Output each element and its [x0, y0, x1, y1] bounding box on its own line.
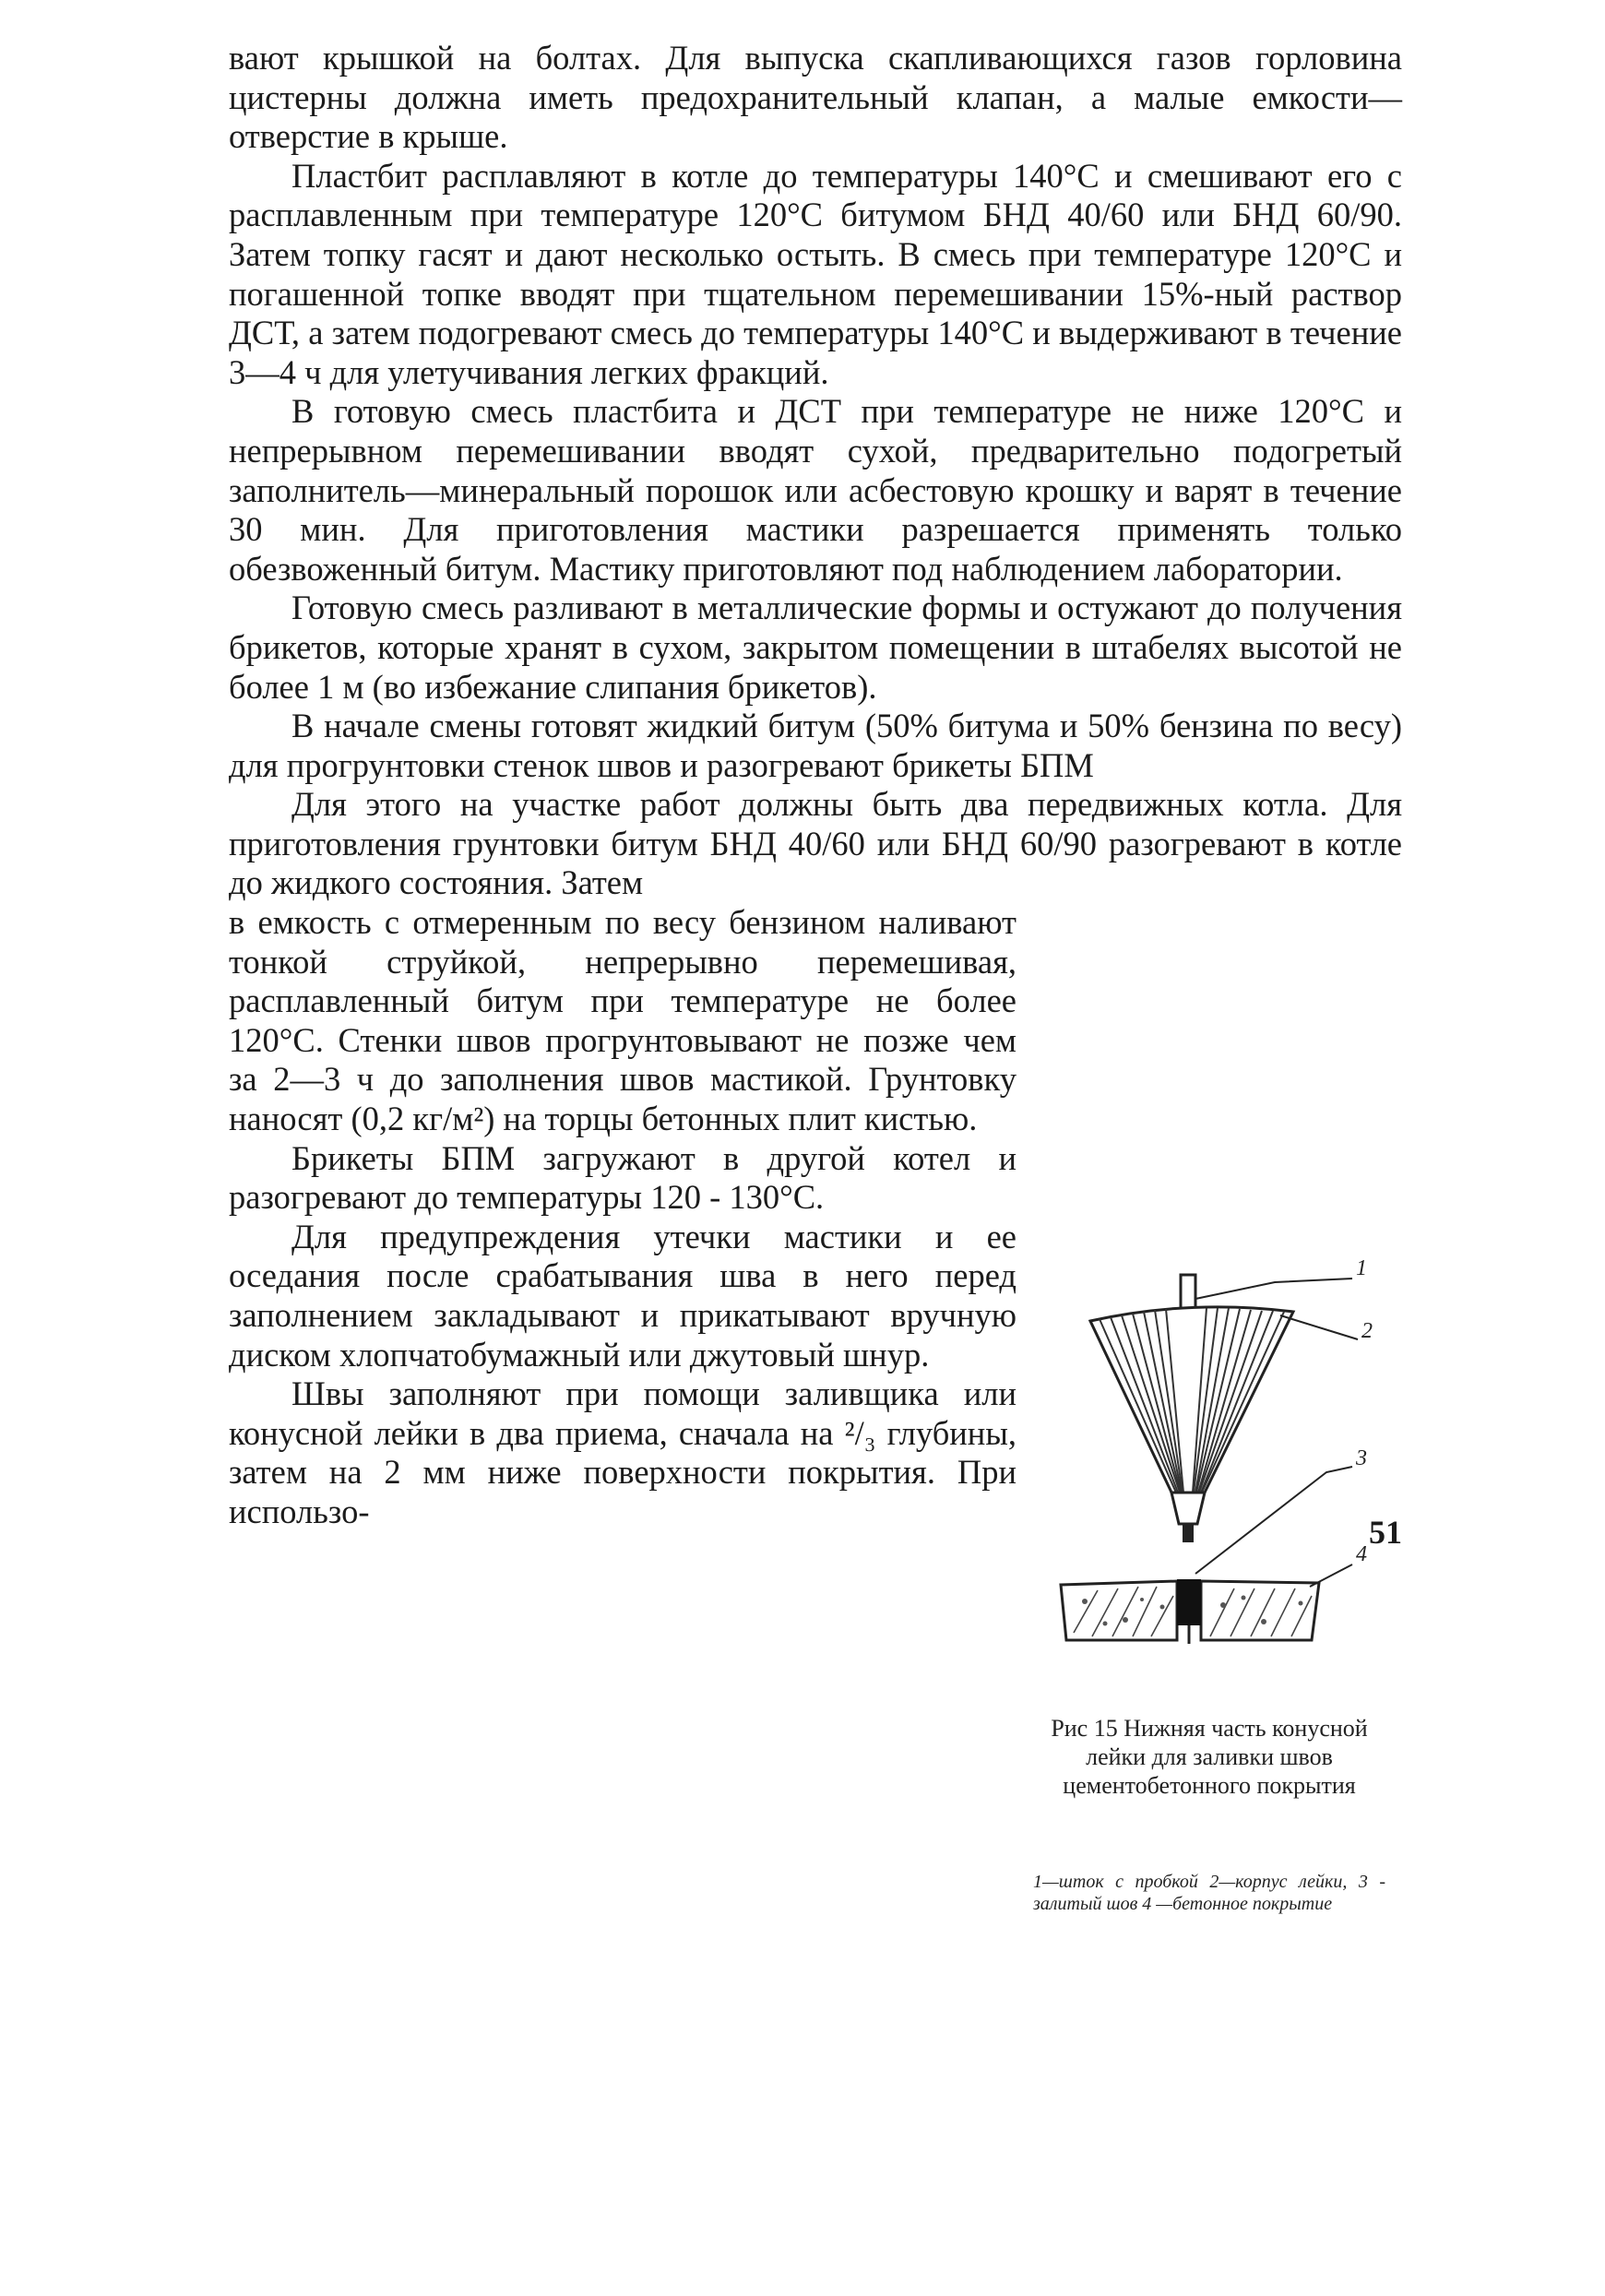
paragraph-continuation: вают крышкой на болтах. Для выпуска скапливающихся газов горловина цистерны должна иметь предохранительный клапан, а малые емкости— отверстие в крыше. [229, 39, 1402, 156]
paragraph-cord: Для предупреждения утечки мастики и ее оседания после срабатывания шва в него перед заполнением закладывают и прикатывают вручную диском хлопчатобумажный или джутовый шнур. [229, 1217, 1016, 1374]
figure-legend: 1—шток с пробкой 2—корпус лейки, 3 - залитый шов 4 —бетонное покрытие [1033, 1872, 1385, 1914]
paragraph-briquettes: Готовую смесь разливают в металлические формы и остужают до получения брикетов, которые хранят в сухом, закрытом помещении в штабелях высотой не более 1 м (во избежание слипания брикетов). [229, 589, 1402, 706]
paragraph-plastbit: Пластбит расплавляют в котле до температуры 140°С и смешивают его с расплавленным при температуре 120°С битумом БНД 40/60 или БНД 60/90. Затем топку гасят и дают несколько остыть. В смесь при температуре 120°С и погашенной топке вводят при тщательном перемешивании 15%-ный раствор ДСТ, а затем подогревают смесь до температуры 140°С и выдерживают в течение 3—4 ч для улетучивания легких фракций. [229, 156, 1402, 391]
nozzle-plug [1183, 1524, 1194, 1542]
paragraph-filler: В готовую смесь пластбита и ДСТ при температуре не ниже 120°С и непрерывном перемешивании вводят сухой, предварительно подогретый заполнитель—минеральный порошок или асбестовую крошку и варят в течение 30 мин. Для приготовления мастики разрешается применять только обезвоженный битум. Мастику приготовляют под наблюдением лаборатории. [229, 392, 1402, 588]
paragraph-boilers: Для этого на участке работ должны быть два передвижных котла. Для приготовления грунтовки битум БНД 40/60 или БНД 60/90 разогревают в котле до жидкого состояния. Затем [229, 785, 1402, 902]
full-width-text [229, 39, 1402, 903]
figure-cone-funnel [1033, 1190, 1402, 1743]
figure-caption: Рис 15 Нижняя часть конусной лейки для заливки швов цементобетонного покрытия [1051, 1715, 1368, 1799]
filled-joint [1177, 1579, 1201, 1625]
paragraph-primer: в емкость с отмеренным по весу бензином наливают тонкой струйкой, непрерывно перемешивая, расплавленный битум при температуре не более 120°С. Стенки швов прогрунтовывают не позже чем за 2—3 ч до заполнения швов мастикой. Грунтовку наносят (0,2 кг/м²) на торцы бетонных плит кистью. [229, 903, 1016, 1137]
paragraph-heating: Брикеты БПМ загружают в другой котел и разогревают до температуры 120 - 130°С. [229, 1138, 1016, 1217]
narrow-text-column [229, 903, 1016, 1532]
paragraph-filling: Швы заполняют при помощи заливщика или конусной лейки в два приема, сначала на ²/₃ глубины, затем на 2 мм ниже поверхности покрытия. При использо- [229, 1374, 1016, 1530]
figure-label-3: 3 [1356, 1446, 1367, 1470]
paragraph-liquid-bitumen: В начале смены готовят жидкий битум (50% битума и 50% бензина по весу) для прогрунтовки стенок швов и разогревают брикеты БПМ [229, 707, 1402, 784]
figure-label-1: 1 [1356, 1256, 1367, 1280]
figure-label-2: 2 [1361, 1319, 1373, 1343]
funnel-drawing [1033, 1190, 1402, 1707]
funnel-nozzle [1171, 1493, 1205, 1524]
figure-label-4: 4 [1356, 1542, 1367, 1566]
page-number: 51 [1369, 1514, 1402, 1551]
